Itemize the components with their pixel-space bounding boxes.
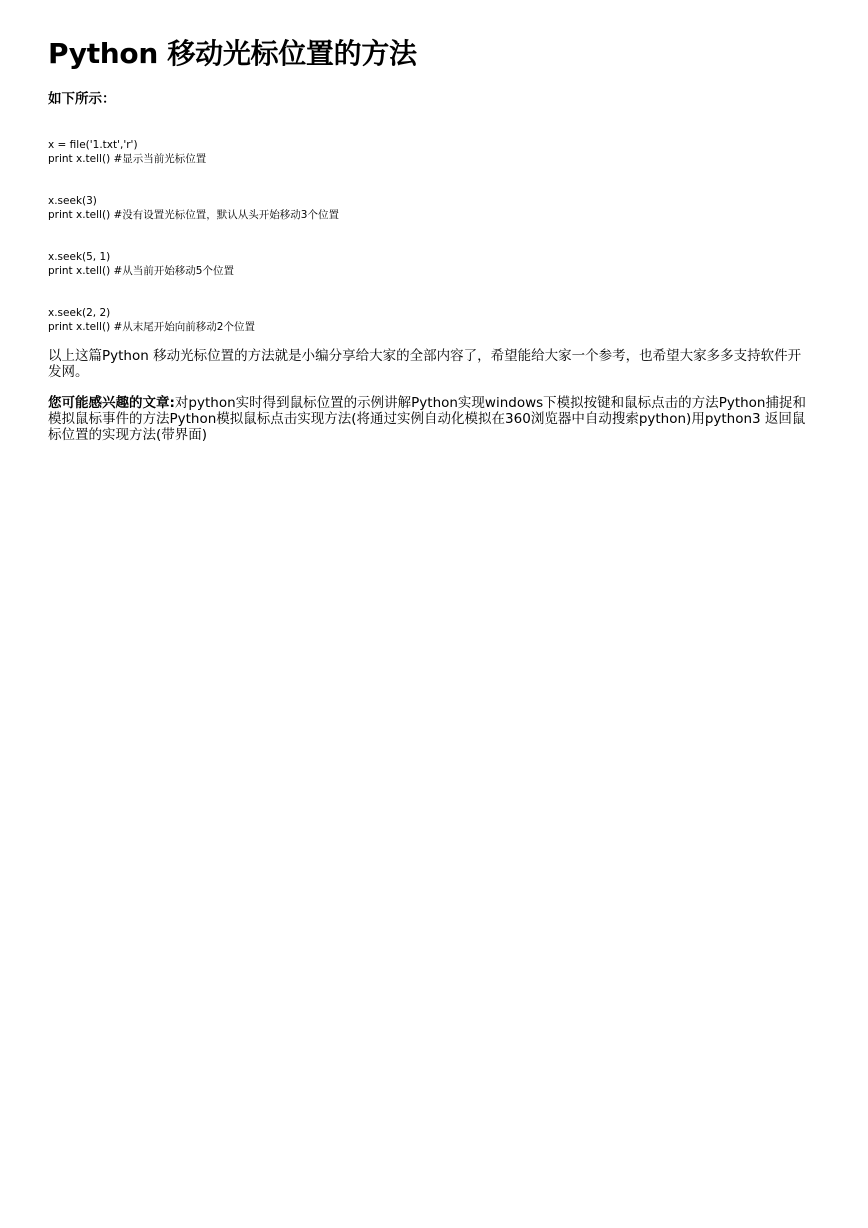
intro-text: 如下所示： (48, 91, 116, 107)
code-line: print x.tell() #显示当前光标位置 (48, 153, 207, 165)
code-block-2 (48, 194, 814, 222)
summary-paragraph: 以上这篇Python 移动光标位置的方法就是小编分享给大家的全部内容了，希望能给大家一个参考，也希望大家多多支持软件开发网。 (48, 348, 802, 380)
code-section (48, 138, 814, 334)
code-line: x.seek(5, 1) (48, 251, 111, 263)
related-link[interactable]: 对python实时得到鼠标位置的示例讲解 (174, 395, 412, 411)
code-line: print x.tell() #从末尾开始向前移动2个位置 (48, 321, 255, 333)
related-label: 您可能感兴趣的文章: (48, 395, 175, 411)
article (48, 36, 814, 443)
related-link[interactable]: Python模拟鼠标点击实现方法(将通过实例自动化模拟在360浏览器中自动搜索python) (169, 411, 692, 427)
related-link[interactable]: Python捕捉和模拟鼠标事件的方法 (48, 395, 806, 427)
code-line: print x.tell() #没有设置光标位置，默认从头开始移动3个位置 (48, 209, 339, 221)
code-block-1 (48, 138, 814, 166)
code-line: x.seek(3) (48, 195, 97, 207)
code-block-3 (48, 250, 814, 278)
related-link[interactable]: 用python3 返回鼠标位置的实现方法(带界面) (48, 411, 806, 443)
code-line: print x.tell() #从当前开始移动5个位置 (48, 265, 234, 277)
related-articles (48, 395, 814, 443)
code-line: x = file('1.txt','r') (48, 139, 138, 151)
code-block-4 (48, 306, 814, 334)
related-link[interactable]: Python实现windows下模拟按键和鼠标点击的方法 (411, 395, 719, 411)
page-title: Python 移动光标位置的方法 (48, 37, 417, 70)
code-line: x.seek(2, 2) (48, 307, 111, 319)
